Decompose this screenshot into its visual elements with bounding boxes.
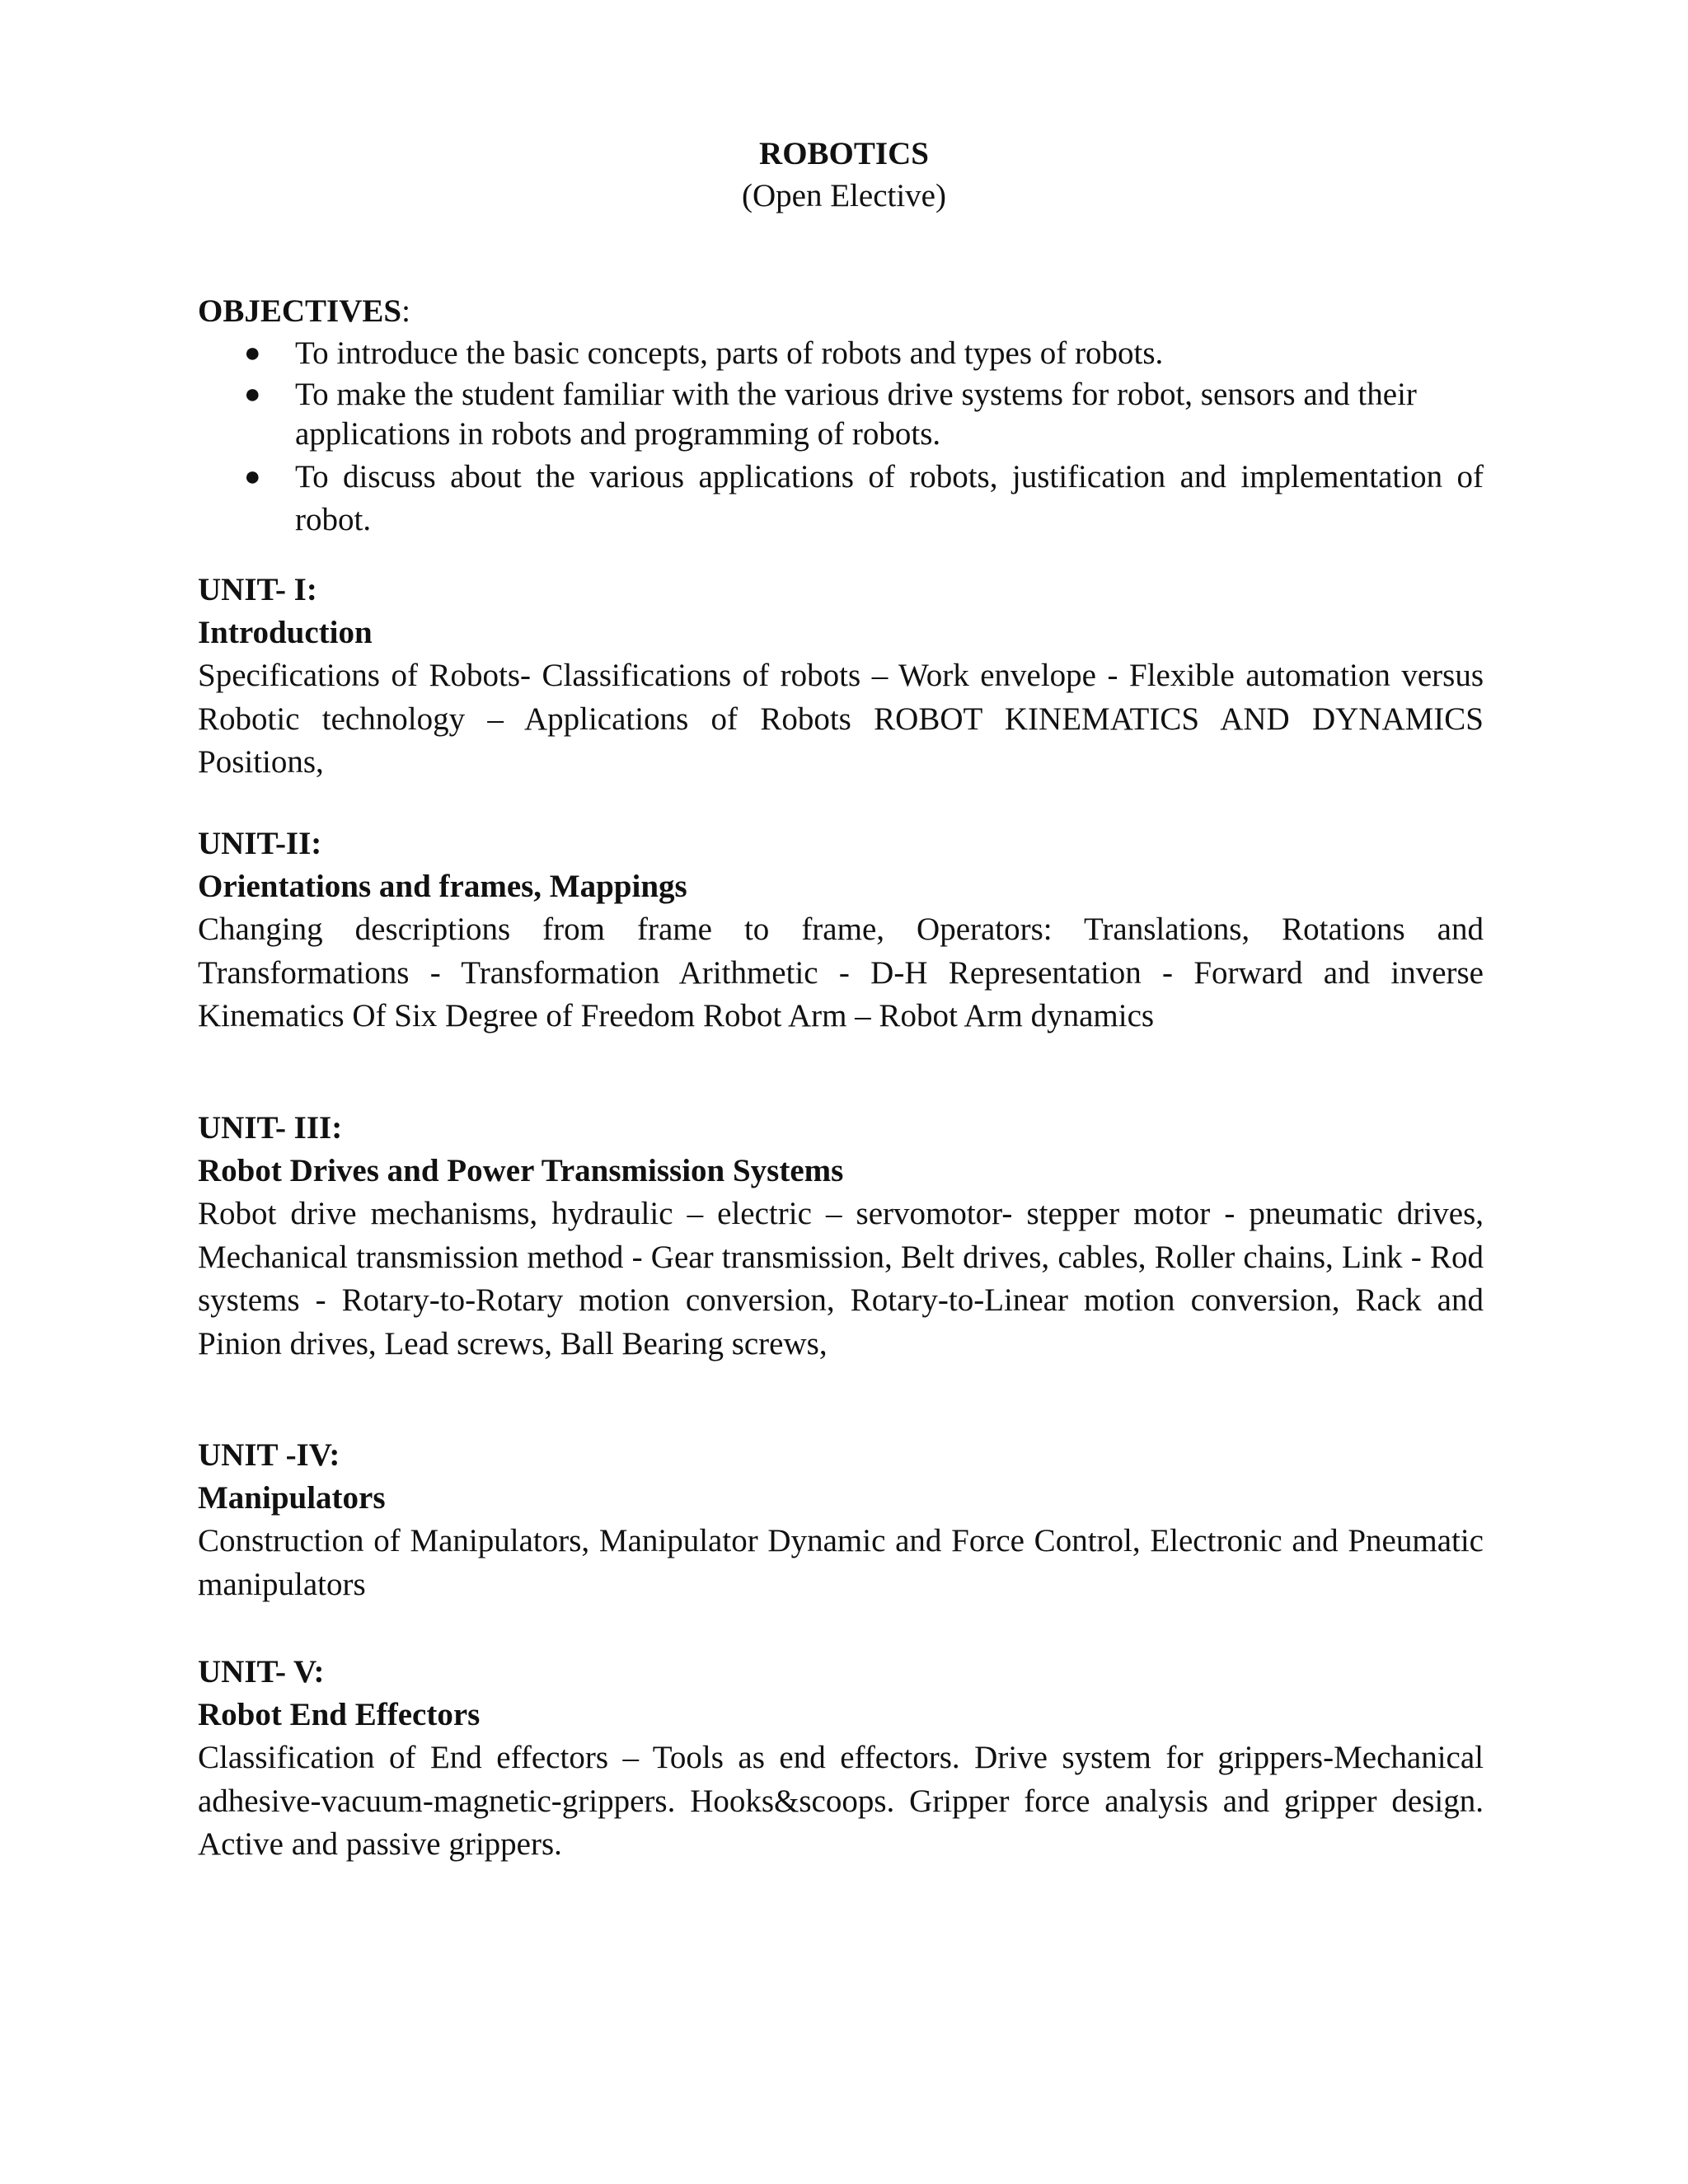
bullet-icon: ● bbox=[244, 338, 261, 368]
objectives-heading-colon: : bbox=[401, 293, 410, 329]
unit-3-section bbox=[198, 1107, 1484, 1366]
document-subtitle: (Open Elective) bbox=[742, 178, 946, 213]
unit-body: Robot drive mechanisms, hydraulic – electric – servomotor- stepper motor - pneumatic drives, Mechanical transmission method - Gear transmission, Belt drives, cables, Roller chains, Link - Rod systems - Rotary-to-Rotary motion conversion, Rotary-to-Linear motion conversion, Rack and Pinion drives, Lead screws, Ball Bearing screws, bbox=[198, 1196, 1484, 1361]
unit-topic: Manipulators bbox=[198, 1480, 386, 1516]
unit-body: Changing descriptions from frame to frame, Operators: Translations, Rotations and Transformations - Transformation Arithmetic - D-H Representation - Forward and inverse Kinematics Of Six Degree of Freedom Robot Arm – Robot Arm dynamics bbox=[198, 912, 1484, 1033]
unit-label: UNIT -IV: bbox=[198, 1437, 340, 1473]
bullet-icon: ● bbox=[244, 462, 261, 492]
objectives-heading bbox=[198, 291, 1484, 332]
unit-body: Specifications of Robots- Classifications of robots – Work envelope - Flexible automation versus Robotic technology – Applications of Robots ROBOT KINEMATICS AND DYNAMICS Positions, bbox=[198, 658, 1484, 780]
unit-body: Classification of End effectors – Tools as end effectors. Drive system for grippers-Mechanical adhesive-vacuum-magnetic-grippers. Hooks&scoops. Gripper force analysis and gripper design. Active and passive grippers. bbox=[198, 1740, 1484, 1862]
unit-label: UNIT- III: bbox=[198, 1110, 343, 1146]
unit-2-section bbox=[198, 823, 1484, 1038]
objective-item bbox=[198, 334, 1484, 373]
objective-text: To discuss about the various applications of robots, justification and implementation of robot. bbox=[295, 459, 1484, 537]
unit-label: UNIT- V: bbox=[198, 1654, 325, 1690]
objective-item bbox=[198, 456, 1484, 541]
unit-label: UNIT- I: bbox=[198, 572, 317, 607]
unit-topic: Introduction bbox=[198, 615, 373, 650]
unit-label: UNIT-II: bbox=[198, 826, 322, 861]
unit-5-section bbox=[198, 1651, 1484, 1867]
unit-1-section bbox=[198, 569, 1484, 785]
unit-body: Construction of Manipulators, Manipulator Dynamic and Force Control, Electronic and Pneumatic manipulators bbox=[198, 1523, 1484, 1602]
unit-topic: Robot End Effectors bbox=[198, 1697, 481, 1732]
objectives-list bbox=[198, 334, 1484, 541]
unit-4-section bbox=[198, 1434, 1484, 1606]
document-title: ROBOTICS bbox=[759, 136, 929, 171]
objective-text: To make the student familiar with the various drive systems for robot, sensors and their applications in robots and programming of robots. bbox=[295, 377, 1417, 452]
objective-item bbox=[198, 375, 1484, 454]
bullet-icon: ● bbox=[244, 379, 261, 410]
objectives-heading-text: OBJECTIVES bbox=[198, 293, 402, 329]
objective-text: To introduce the basic concepts, parts of robots and types of robots. bbox=[295, 335, 1164, 371]
objectives-section bbox=[198, 291, 1484, 543]
unit-topic: Orientations and frames, Mappings bbox=[198, 869, 687, 904]
unit-topic: Robot Drives and Power Transmission Systems bbox=[198, 1153, 844, 1188]
